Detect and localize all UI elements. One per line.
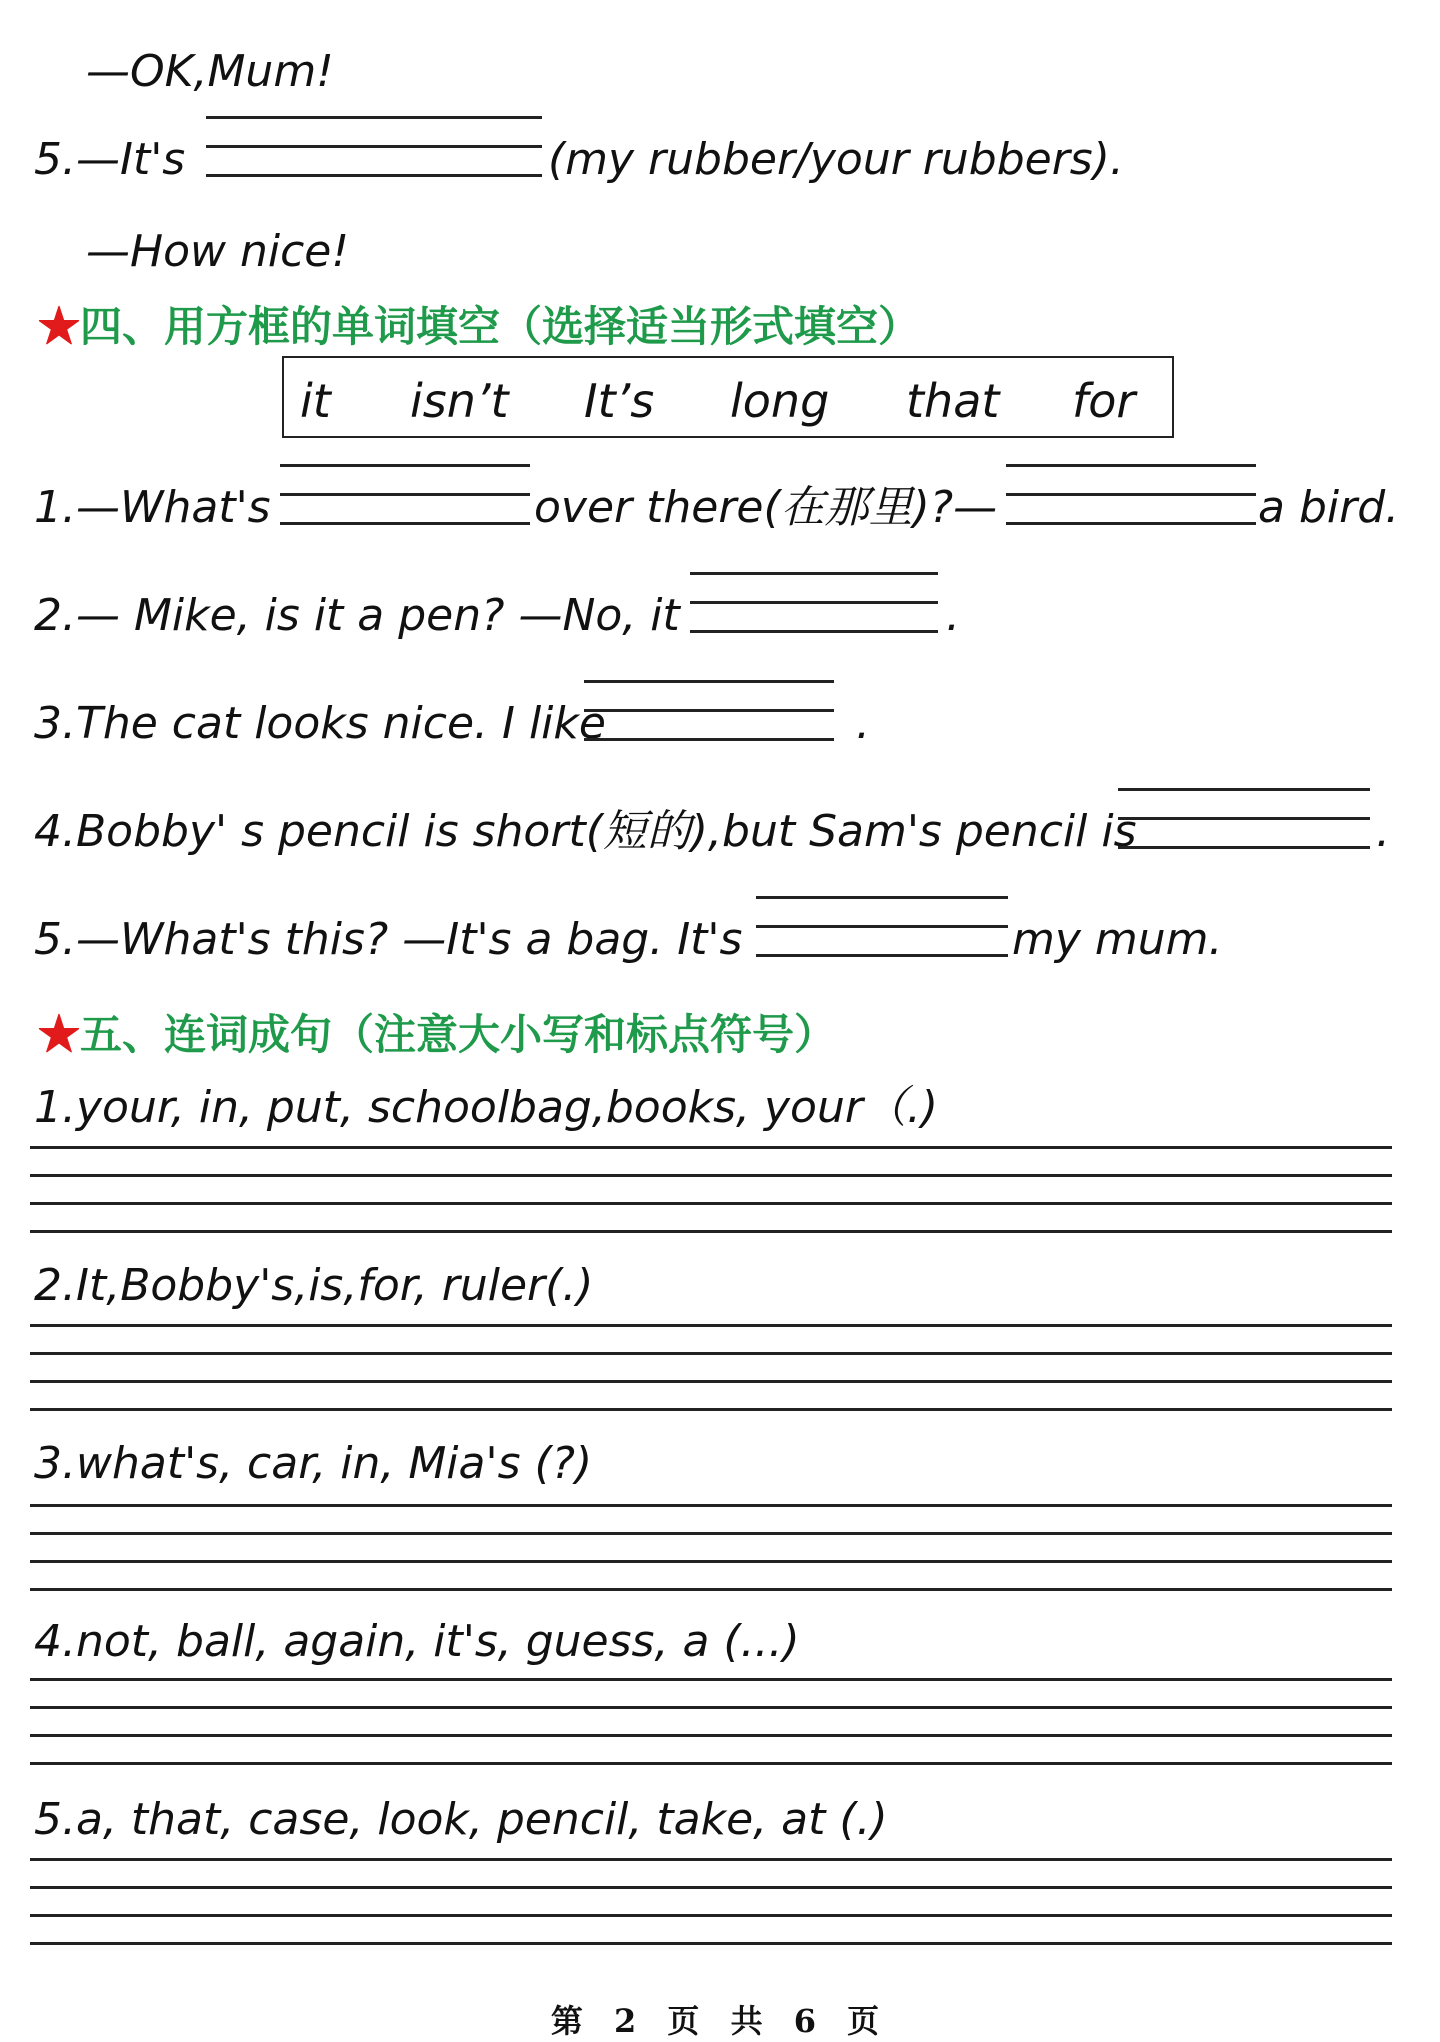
writing-line[interactable] bbox=[30, 1324, 1392, 1327]
writing-line[interactable] bbox=[30, 1762, 1392, 1765]
word-bank-item: long bbox=[730, 374, 830, 428]
s5-item-2: 2.It,Bobby's,is,for, ruler(.) bbox=[34, 1260, 594, 1311]
star-icon: ★ bbox=[38, 1010, 81, 1059]
s5-item-4: 4.not, ball, again, it's, guess, a (...) bbox=[34, 1616, 800, 1667]
s4-q5-text-b: my mum. bbox=[1012, 914, 1223, 965]
s4-q5-text-a: 5.—What's this? —It's a bag. It's bbox=[34, 914, 743, 965]
writing-line[interactable] bbox=[30, 1706, 1392, 1709]
writing-line[interactable] bbox=[30, 1886, 1392, 1889]
s4-q5-blank[interactable] bbox=[756, 896, 1008, 958]
s4-q1-text-c: a bird. bbox=[1258, 482, 1400, 533]
word-bank-item: that bbox=[906, 374, 1000, 428]
s4-q1-blank-1[interactable] bbox=[280, 464, 530, 526]
page-number-footer: 第 2 页 共 6 页 bbox=[550, 2002, 890, 2040]
writing-line[interactable] bbox=[30, 1560, 1392, 1563]
section5-heading bbox=[38, 1010, 837, 1059]
star-icon: ★ bbox=[38, 302, 81, 351]
writing-line[interactable] bbox=[30, 1532, 1392, 1535]
s4-q1-blank-2[interactable] bbox=[1006, 464, 1256, 526]
writing-line[interactable] bbox=[30, 1588, 1392, 1591]
s4-q3-text-b: . bbox=[856, 698, 870, 749]
s5-item-1: 1.your, in, put, schoolbag,books, your（.) bbox=[34, 1082, 939, 1133]
writing-line[interactable] bbox=[30, 1380, 1392, 1383]
q5-choice-text: (my rubber/your rubbers). bbox=[548, 134, 1124, 185]
word-bank-item: isn’t bbox=[410, 374, 509, 428]
s4-q2-text-a: 2.— Mike, is it a pen? —No, it bbox=[34, 590, 680, 641]
section4-heading bbox=[38, 302, 921, 351]
s5-item-3: 3.what's, car, in, Mia's (?) bbox=[34, 1438, 593, 1489]
word-bank-item: It’s bbox=[584, 374, 655, 428]
writing-line[interactable] bbox=[30, 1174, 1392, 1177]
word-bank-box bbox=[282, 356, 1174, 438]
dialog-line-ok: —OK,Mum! bbox=[86, 46, 334, 97]
s4-q1-text-b: over there(在那里)?— bbox=[534, 482, 998, 533]
q5-prefix: 5.—It's bbox=[34, 134, 186, 185]
s4-q4-blank[interactable] bbox=[1118, 788, 1370, 850]
section5-title: 五、连词成句（注意大小写和标点符号） bbox=[80, 1010, 837, 1059]
s4-q4-text-a: 4.Bobby' s pencil is short(短的),but Sam's pencil is bbox=[34, 806, 1137, 857]
s4-q2-text-b: . bbox=[946, 590, 960, 641]
writing-line[interactable] bbox=[30, 1858, 1392, 1861]
word-bank-item: for bbox=[1072, 374, 1136, 428]
writing-line[interactable] bbox=[30, 1942, 1392, 1945]
s5-item-5: 5.a, that, case, look, pencil, take, at (.) bbox=[34, 1794, 888, 1845]
section4-title: 四、用方框的单词填空（选择适当形式填空） bbox=[80, 302, 921, 351]
q5-answer-blank[interactable] bbox=[206, 116, 542, 178]
s4-q3-text-a: 3.The cat looks nice. I like bbox=[34, 698, 606, 749]
word-bank-item: it bbox=[300, 374, 331, 428]
s4-q3-blank[interactable] bbox=[584, 680, 834, 742]
writing-line[interactable] bbox=[30, 1202, 1392, 1205]
writing-line[interactable] bbox=[30, 1408, 1392, 1411]
dialog-line-nice: —How nice! bbox=[86, 226, 349, 277]
s4-q2-blank[interactable] bbox=[690, 572, 938, 634]
writing-line[interactable] bbox=[30, 1230, 1392, 1233]
writing-line[interactable] bbox=[30, 1914, 1392, 1917]
s4-q1-text-a: 1.—What's bbox=[34, 482, 271, 533]
writing-line[interactable] bbox=[30, 1504, 1392, 1507]
s4-q4-text-b: . bbox=[1376, 806, 1390, 857]
writing-line[interactable] bbox=[30, 1678, 1392, 1681]
writing-line[interactable] bbox=[30, 1146, 1392, 1149]
writing-line[interactable] bbox=[30, 1734, 1392, 1737]
writing-line[interactable] bbox=[30, 1352, 1392, 1355]
